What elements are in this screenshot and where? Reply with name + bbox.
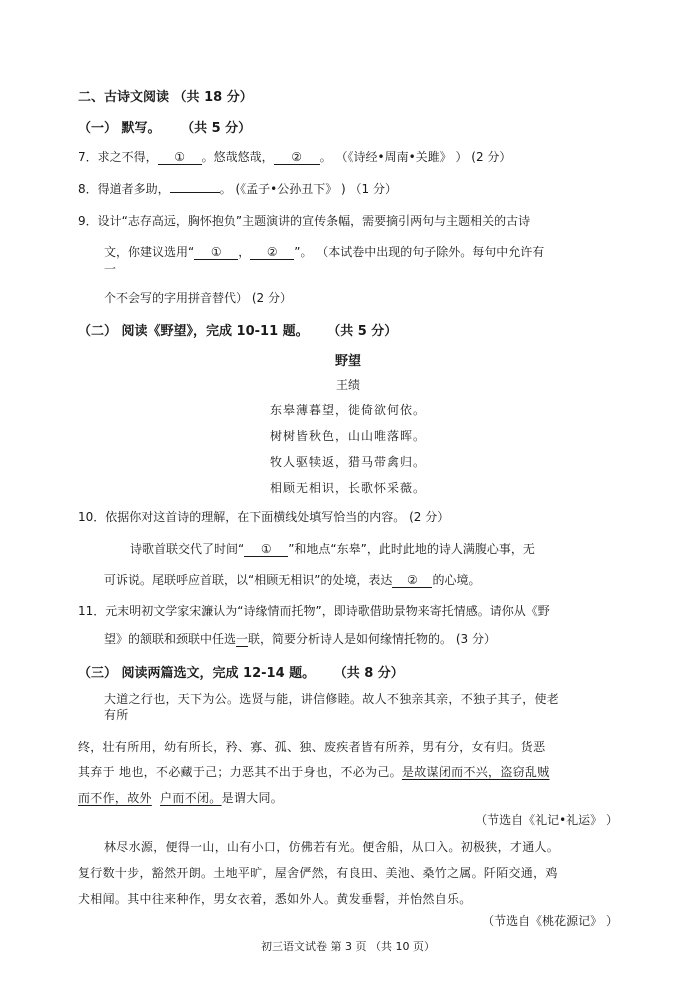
q7-blank-2[interactable]: ② bbox=[274, 150, 320, 165]
q9-line2-a: 文，你建议选用“ bbox=[104, 245, 195, 259]
q9-line-4: 个不会写的字用拼音替代） (2 分） bbox=[104, 291, 292, 305]
poem-title: 野望 bbox=[334, 354, 361, 369]
text1-line5-underlined-2: 户而不闭。 bbox=[160, 791, 222, 805]
q9-line-1: 设计“志存高远，胸怀抱负”主题演讲的宣传条幅，需要摘引两句与主题相关的古诗 bbox=[97, 214, 531, 228]
poem-line-3: 牧人驱犊返，猎马带禽归。 bbox=[269, 455, 426, 469]
section-title bbox=[78, 86, 253, 105]
q10-blank-1[interactable]: ① bbox=[244, 542, 288, 557]
q7-text-b: 。悠哉悠哉， bbox=[201, 150, 274, 164]
q8-text-b: 。 (《孟子•公孙丑下》 ) （1 分） bbox=[219, 182, 397, 196]
q11-line-1: 元末明初文学家宋濂认为“诗缘情而托物”，即诗歌借助景物来寄托情感。请你从《野 bbox=[105, 604, 550, 618]
poem-line-2: 树树皆秋色，山山唯落晖。 bbox=[269, 429, 426, 443]
q10-line2-a: 可诉说。尾联呼应首联，以“相顾无相识”的处境，表达 bbox=[104, 573, 393, 587]
part1-score: （共 5 分） bbox=[181, 121, 252, 136]
part2-heading-text: （二） 阅读《野望》，完成 10-11 题。 bbox=[78, 324, 309, 339]
q8-text-a: 得道者多助， bbox=[97, 182, 170, 196]
part1-heading bbox=[78, 117, 251, 136]
q9-line-3: 一 bbox=[104, 262, 117, 276]
question-7 bbox=[78, 148, 511, 165]
q9-line2-b: ， bbox=[238, 245, 251, 259]
q7-blank-1[interactable]: ① bbox=[158, 150, 202, 165]
question-11 bbox=[78, 602, 550, 619]
question-10 bbox=[78, 508, 449, 525]
text1-source: （节选自《礼记•礼运》 ） bbox=[475, 813, 618, 827]
q8-blank[interactable] bbox=[170, 192, 220, 193]
q10-blank-2[interactable]: ② bbox=[392, 573, 432, 588]
text1-line4-underlined: 是故谋闭而不兴，盗窃乱贼 bbox=[401, 765, 550, 779]
q10-line-1 bbox=[130, 540, 535, 557]
q9-line2-c: ”。 （本试卷中出现的句子除外。每句中允许有 bbox=[294, 245, 545, 259]
part1-heading-text: （一） 默写。 bbox=[78, 121, 161, 136]
part2-score: （共 5 分） bbox=[327, 324, 398, 339]
poem-line-4: 相顾无相识，长歌怀采薇。 bbox=[269, 481, 426, 495]
q9-num: 9． bbox=[78, 214, 98, 228]
text1-line-1: 大道之行也，天下为公。选贤与能，讲信修睦。故人不独亲其亲，不独子其子，使老 bbox=[104, 692, 560, 706]
part2-heading bbox=[78, 320, 397, 339]
text1-line-2: 有所 bbox=[104, 708, 129, 722]
part3-score: （共 8 分） bbox=[333, 666, 404, 681]
text1-line4-a: 其弃于 地也，不必藏于己；力恶其不出于身也，不必为己。 bbox=[78, 765, 402, 779]
q11-num: 11． bbox=[78, 604, 106, 618]
q10-line-2 bbox=[104, 571, 480, 588]
q11-line2-a: 望》的颔联和颈联中任选 bbox=[104, 632, 237, 646]
q9-line-2 bbox=[104, 243, 544, 260]
poem-line-1: 东皋薄暮望，徙倚欲何依。 bbox=[269, 403, 426, 417]
text1-line-4 bbox=[78, 763, 550, 780]
q9-blank-2[interactable]: ② bbox=[250, 245, 294, 260]
q9-blank-1[interactable]: ① bbox=[194, 245, 238, 260]
q7-num: 7． bbox=[78, 150, 98, 164]
text2-line-1: 林尽水源，便得一山，山有小口，仿佛若有光。便舍船，从口入。初极狭，才通人。 bbox=[104, 840, 560, 854]
poem-author: 王绩 bbox=[335, 378, 360, 392]
q11-line-2 bbox=[104, 630, 496, 647]
text1-line5-b: 是谓大同。 bbox=[221, 791, 284, 805]
q7-text-c: 。 （《诗经•周南•关雎》 ） (2 分） bbox=[319, 150, 512, 164]
q11-line2-b: 联，简要分析诗人是如何缘情托物的。 (3 分） bbox=[248, 632, 496, 646]
q7-text-a: 求之不得， bbox=[97, 150, 158, 164]
section-title-text: 二、古诗文阅读 bbox=[78, 90, 170, 105]
q11-line2-underlined: 一 bbox=[236, 632, 249, 646]
q10-line2-b: 的心境。 bbox=[432, 573, 481, 587]
q10-line1-b: ”和地点“东皋”，此时此地的诗人满腹心事，无 bbox=[288, 542, 535, 556]
part3-heading-text: （三） 阅读两篇选文，完成 12-14 题。 bbox=[78, 666, 316, 681]
text1-line-3: 终，壮有所用，幼有所长，矜、寡、孤、独、废疾者皆有所养，男有分，女有归。货恶 bbox=[78, 740, 546, 754]
part3-heading bbox=[78, 662, 404, 681]
text2-line-2: 复行数十步，豁然开朗。土地平旷，屋舍俨然，有良田、美池、桑竹之属。阡陌交通，鸡 bbox=[78, 866, 558, 880]
text1-line5-gap bbox=[152, 791, 160, 805]
q10-num: 10． bbox=[78, 510, 106, 524]
q8-num: 8． bbox=[78, 182, 98, 196]
text2-source: （节选自《桃花源记》 ） bbox=[482, 914, 618, 928]
q10-line1-a: 诗歌首联交代了时间“ bbox=[130, 542, 245, 556]
question-9 bbox=[78, 212, 530, 229]
text1-line-5 bbox=[78, 789, 283, 806]
section-score: （共 18 分） bbox=[173, 90, 253, 105]
question-8 bbox=[78, 180, 397, 197]
page-footer: 初三语文试卷 第 3 页 （共 10 页） bbox=[261, 940, 435, 953]
text1-line5-underlined-1: 而不作，故外 bbox=[78, 791, 152, 805]
text2-line-3: 犬相闻。其中往来种作，男女衣着，悉如外人。黄发垂髫，并怡然自乐。 bbox=[78, 892, 472, 906]
q10-text: 依据你对这首诗的理解，在下面横线处填写恰当的内容。 (2 分） bbox=[105, 510, 450, 524]
